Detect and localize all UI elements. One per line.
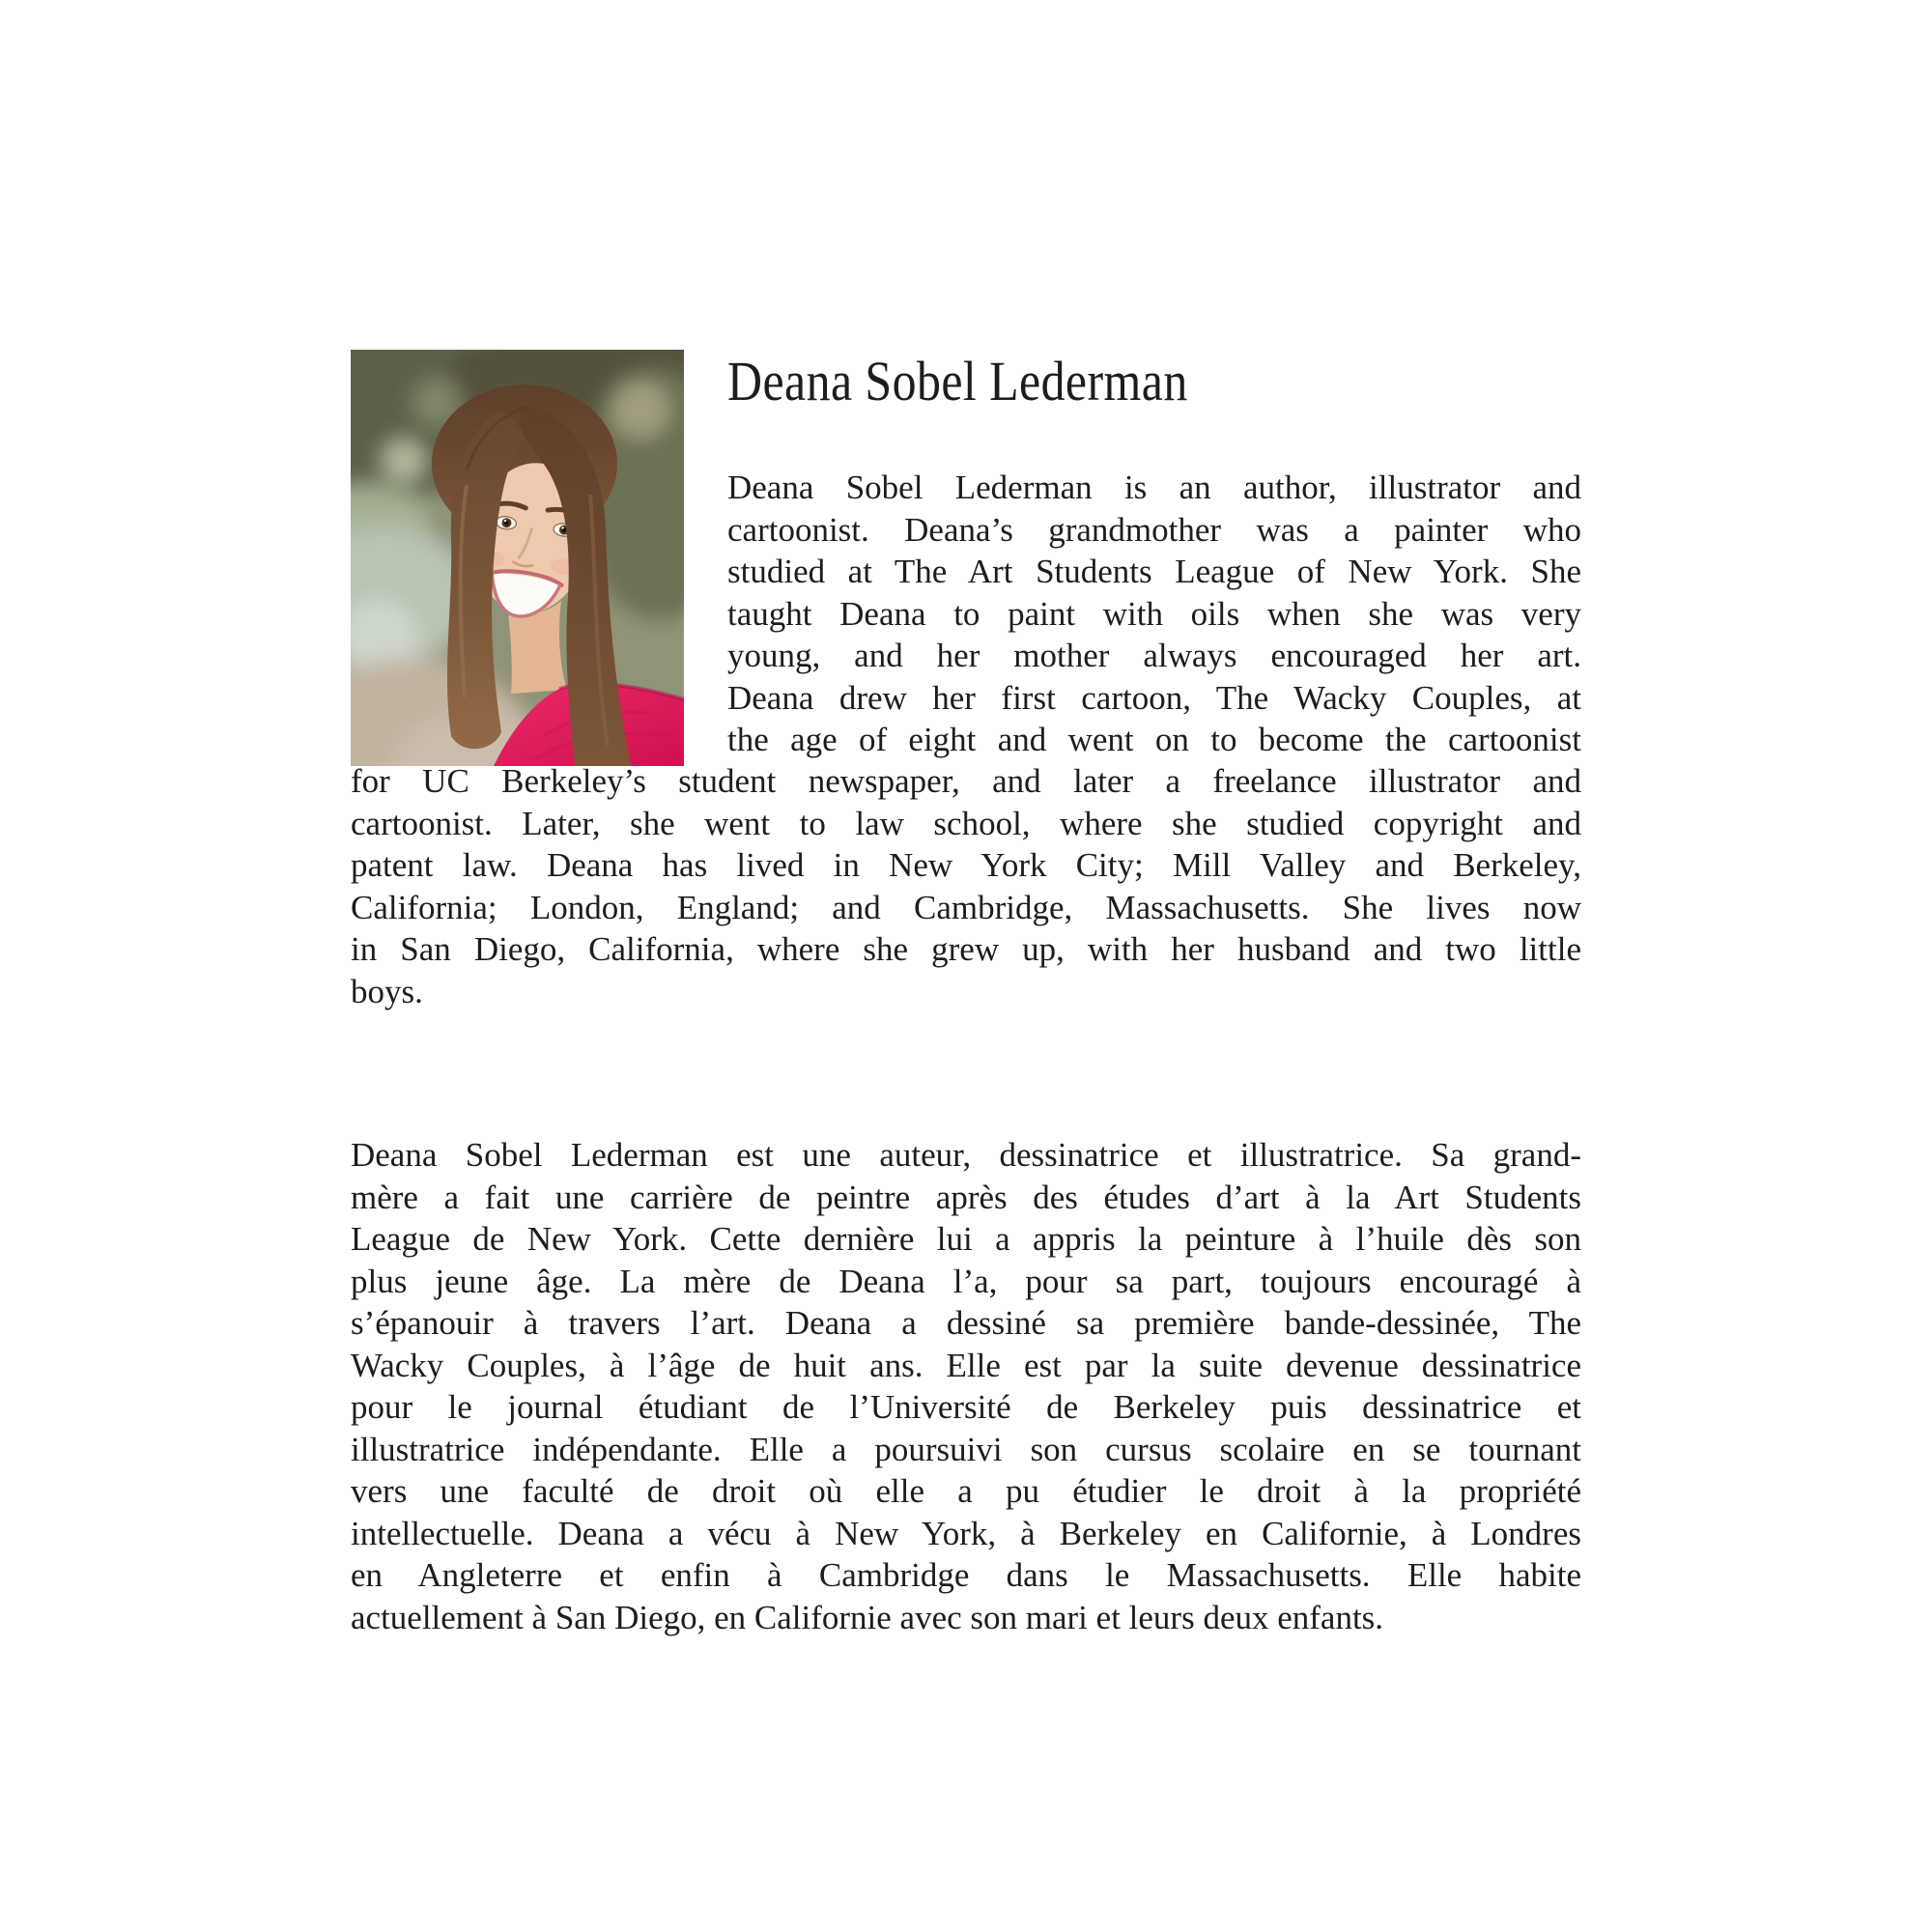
author-name-title: Deana Sobel Lederman xyxy=(727,350,1188,412)
bio-paragraph-french: Deana Sobel Lederman est une auteur, dessinatrice et illustratrice. Sa grand- mère a fait une carrière de peintre après des études d’art à la Art Students League de New York. Cette dernière lui a appris la peinture à l’huile dès son plus jeune âge. La mère de Deana l’a, pour sa part, toujours encouragé à s’épanouir à travers l’art. Deana a dessiné sa première bande-dessinée, The Wacky Couples, à l’âge de huit ans. Elle est par la suite devenue dessinatrice pour le journal étudiant de l’Université de Berkeley puis dessinatrice et illustratrice indépendante. Elle a poursuivi son cursus scolaire en se tournant vers une faculté de droit où elle a pu étudier le droit à la propriété intellectuelle. Deana a vécu à New York, à Berkeley en Californie, à Londres en Angleterre et enfin à Cambridge dans le Massachusetts. Elle habite actuellement à San Diego, en Californie avec son mari et leurs deux enfants. xyxy=(351,1136,1581,1636)
bio-paragraph-english-beside-photo: Deana Sobel Lederman is an author, illustrator and cartoonist. Deana’s grandmother was a painter who studied at The Art Students League of New York. She taught Deana to paint with oils when she was very young, and her mother always encouraged her art. Deana drew her first cartoon, The Wacky Couples, at the age of eight and went on to become the cartoonist xyxy=(727,469,1581,758)
portrait-illustration xyxy=(351,350,684,766)
bio-paragraph-english-below-photo: for UC Berkeley’s student newspaper, and later a freelance illustrator and cartoonist. Later, she went to law school, where she studied copyright and patent law. Deana has lived in New York City; Mill Valley and Berkeley, California; London, England; and Cambridge, Massachusetts. She lives now in San Diego, California, where she grew up, with her husband and two little boys. xyxy=(351,762,1581,1010)
author-bio-section xyxy=(351,350,1581,1702)
author-photo xyxy=(351,350,684,766)
